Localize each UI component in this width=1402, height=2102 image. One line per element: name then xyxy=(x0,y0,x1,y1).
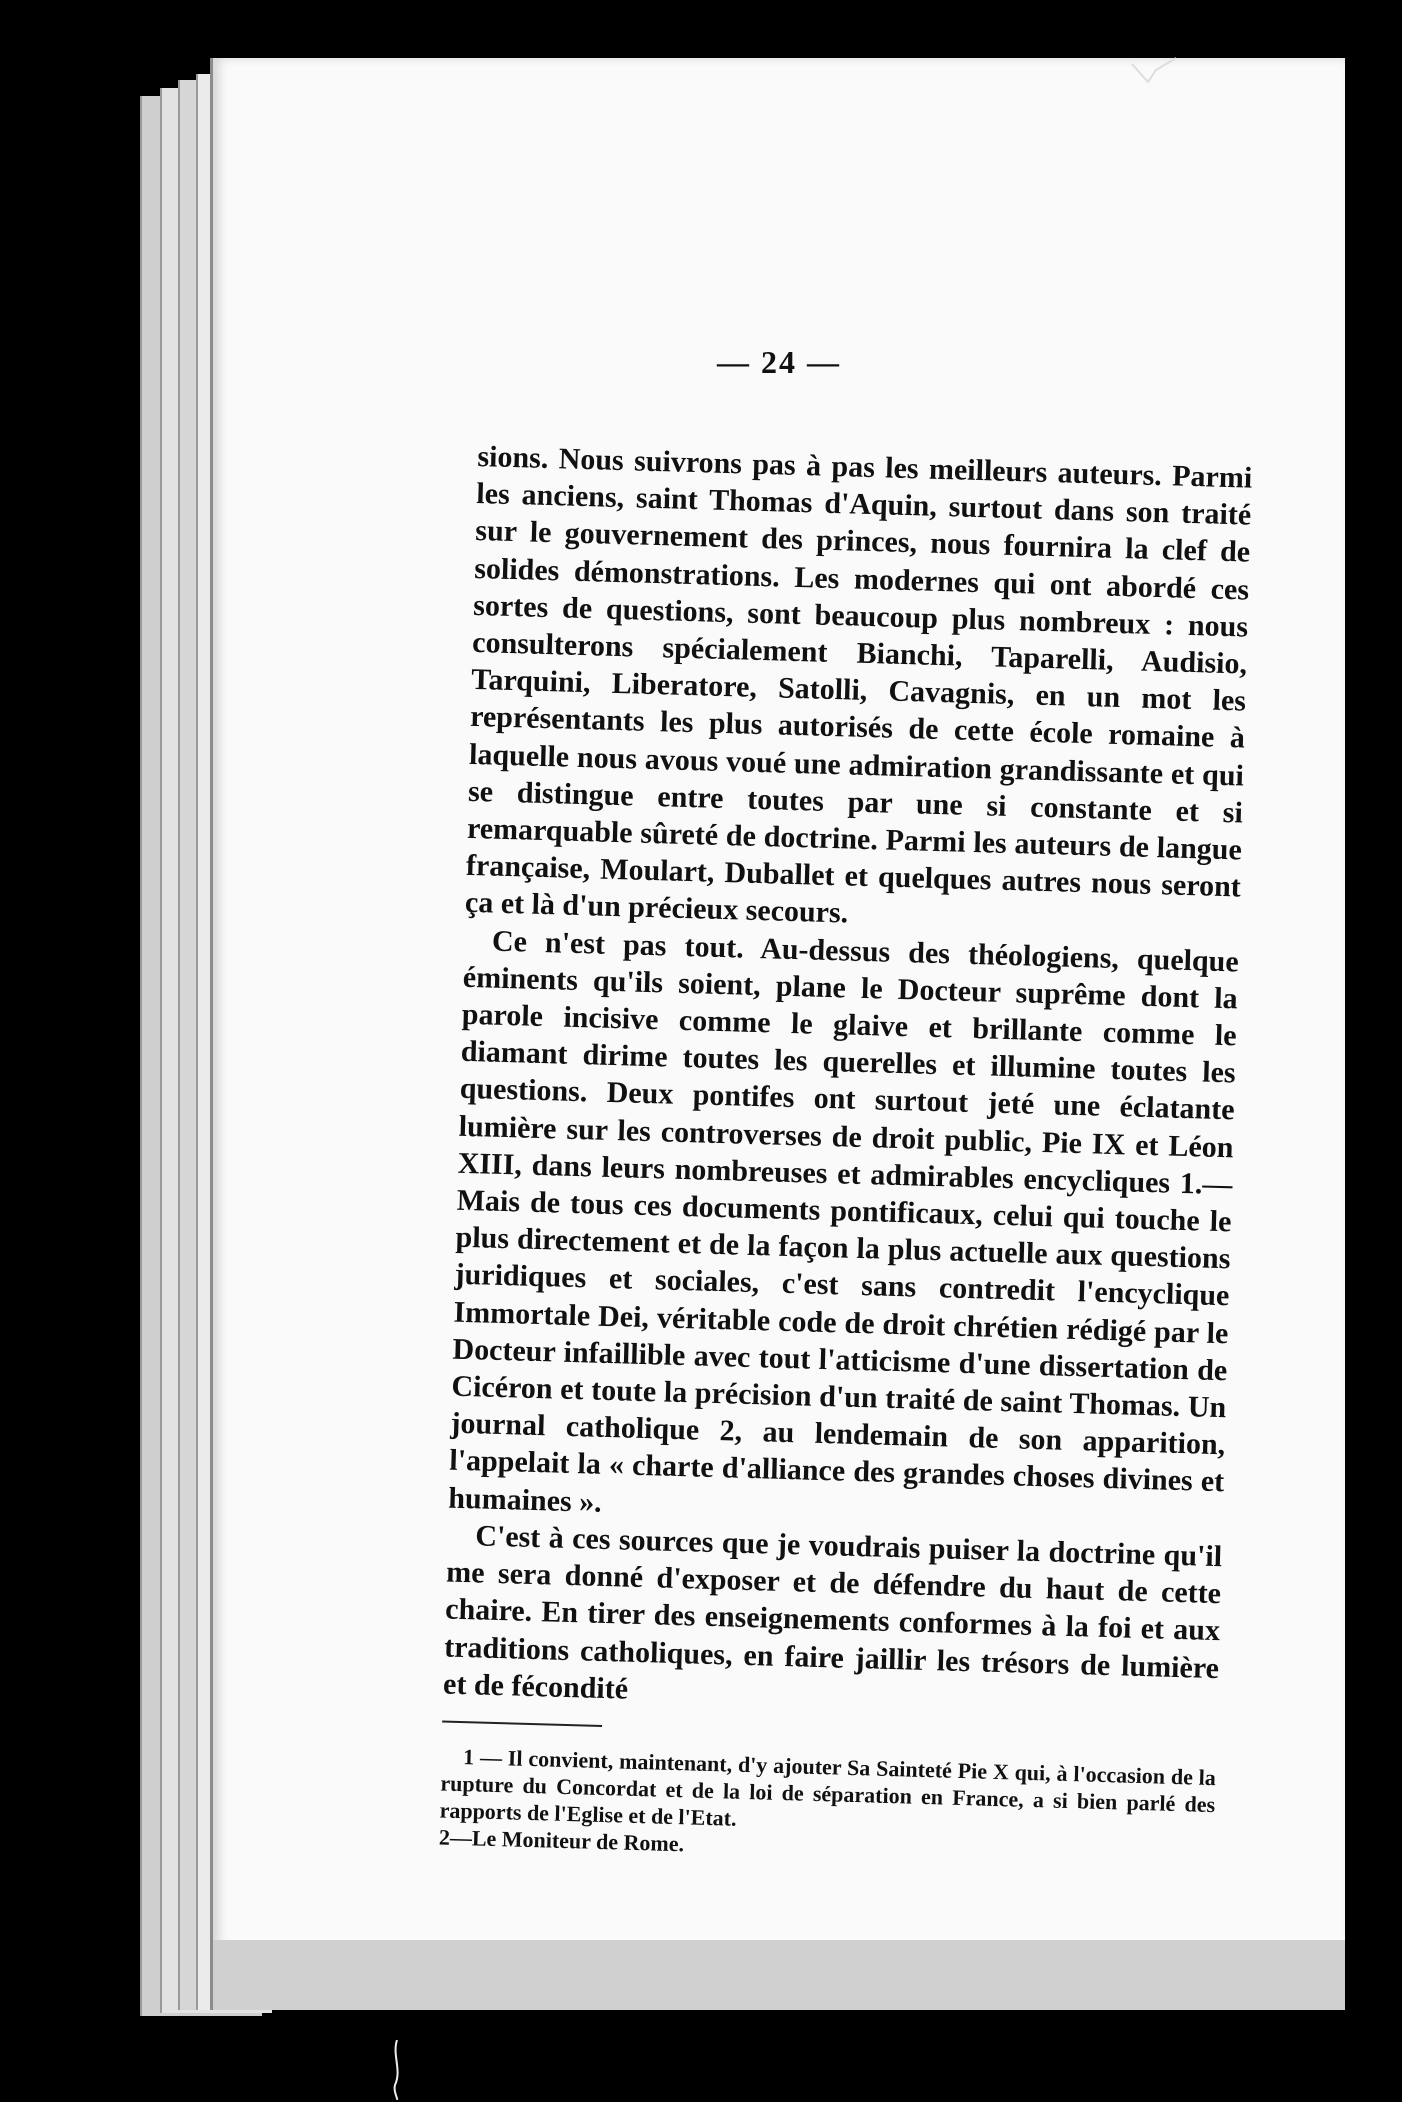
page-bottom-shadow xyxy=(213,1940,1345,2010)
footnote-divider xyxy=(442,1720,602,1726)
book-page xyxy=(210,58,1345,2010)
footnote-2: 2—Le Moniteur de Rome. xyxy=(438,1824,685,1857)
page-number: — 24 — xyxy=(717,344,841,380)
body-text xyxy=(439,438,1253,1872)
paragraph-2: Ce n'est pas tout. Au-dessus des théologiens, quelque éminents qu'ils soient, plane le Docteur suprême dont la parole incisive comme le glaive et brillante comme le diamant dirime toutes les querelles et illumine toutes les questions. Deux pontifes ont surtout jeté une éclatante lumière sur les controverses de droit public, Pie IX et Léon XIII, dans leurs nombreuses et admirables encycliques 1.—Mais de tous ces documents pontificaux, celui qui touche le plus directement et de la façon la plus actuelle aux questions juridiques et sociales, c'est sans contredit l'encyclique Immortale Dei, véritable code de droit chrétien rédigé par le Docteur infaillible avec tout l'atticisme d'une dissertation de Cicéron et toute la précision d'un traité de saint Thomas. Un journal catholique 2, au lendemain de son apparition, l'appelait la « charte d'alliance des grandes choses divines et humaines ». xyxy=(447,924,1240,1519)
paragraph-3: C'est à ces sources que je voudrais puiser la doctrine qu'il me sera donné d'exposer et de défendre du haut de cette chaire. En tirer des enseignements conformes à la foi et aux traditions catholiques, en faire jaillir les trésors de lumière et de fécondité xyxy=(442,1519,1223,1706)
binding-mark-icon xyxy=(390,2040,404,2100)
footnote-1: 1 — Il convient, maintenant, d'y ajouter Sa Sainteté Pie X qui, à l'occasion de la rupture du Concordat et de la loi de séparation en France, a si bien parlé des rapports de l'Eglise et de l'Etat. xyxy=(439,1744,1217,1831)
paragraph-1: sions. Nous suivrons pas à pas les meilleurs auteurs. Parmi les anciens, saint Thomas d'Aquin, surtout dans son traité sur le gouvernement des princes, nous fournira la clef de solides démonstrations. Les modernes qui ont abordé ces sortes de questions, sont beaucoup plus nombreux : nous consulterons spécialement Bianchi, Taparelli, Audisio, Tarquini, Liberatore, Satolli, Cavagnis, en un mot les représentants les plus autorisés de cette école romaine à laquelle nous avous voué une admiration grandissante et qui se distingue entre toutes par une si constante et si remarquable sûreté de doctrine. Parmi les auteurs de langue française, Moulart, Duballet et quelques autres nous seront ça et là d'un précieux secours. xyxy=(464,439,1253,930)
scan-mark-icon xyxy=(1130,56,1180,86)
